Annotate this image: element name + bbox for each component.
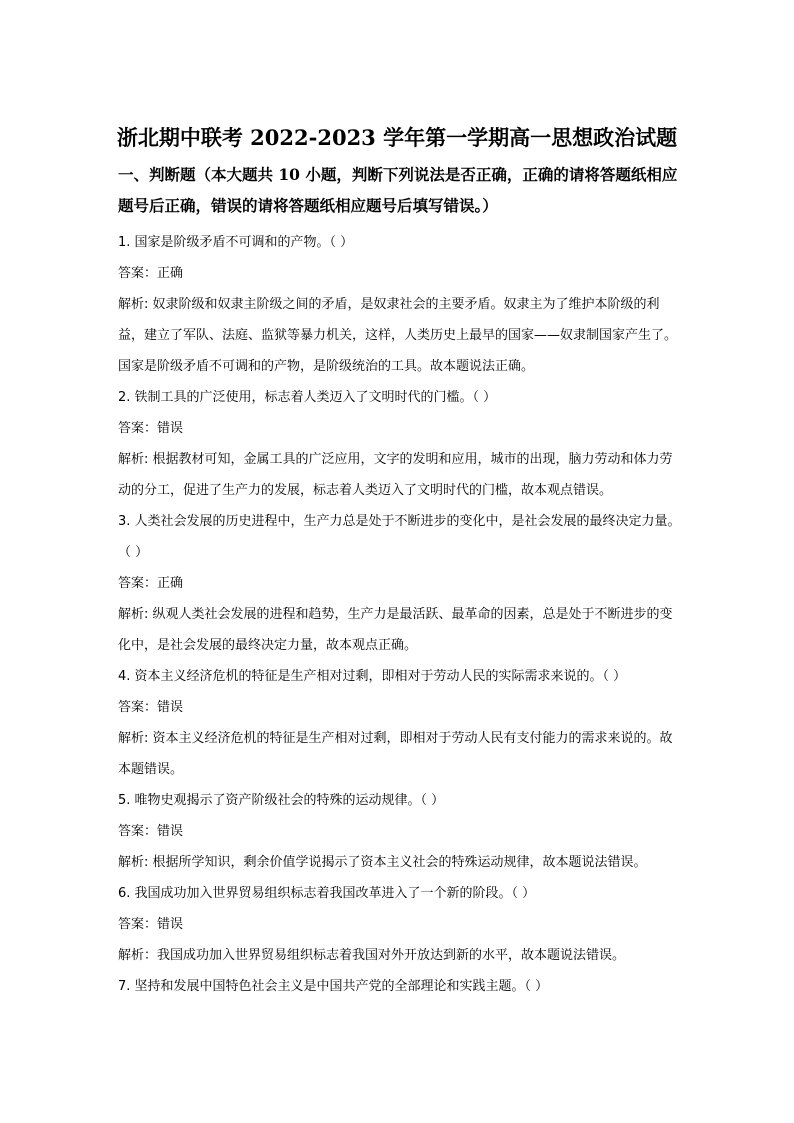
question-4: 4. 资本主义经济危机的特征是生产相对过剩，即相对于劳动人民的实际需求来说的。（ ） bbox=[118, 669, 627, 684]
section-heading: 一、判断题（本大题共 10 小题，判断下列说法是否正确，正确的请将答题纸相应题号后正确，错误的请将答题纸相应题号后填写错误。） bbox=[118, 165, 678, 215]
answer-4: 答案：错误 bbox=[118, 700, 184, 715]
question-2: 2. 铁制工具的广泛使用，标志着人类迈入了文明时代的门槛。（ ） bbox=[118, 390, 497, 405]
answer-3: 答案：正确 bbox=[118, 576, 184, 591]
explanation-5: 解析: 根据所学知识，剩余价值学说揭示了资本主义社会的特殊运动规律，故本题说法错误。 bbox=[118, 855, 647, 870]
question-1: 1. 国家是阶级矛盾不可调和的产物。（ ） bbox=[118, 235, 354, 250]
answer-2: 答案：错误 bbox=[118, 421, 184, 436]
question-5: 5. 唯物史观揭示了资产阶级社会的特殊的运动规律。（ ） bbox=[118, 793, 445, 808]
answer-6: 答案：错误 bbox=[118, 917, 184, 932]
document-title: 浙北期中联考 2022-2023 学年第一学期高一思想政治试题 bbox=[116, 125, 678, 150]
answer-5: 答案：错误 bbox=[118, 824, 184, 839]
explanation-2: 解析: 根据教材可知，金属工具的广泛应用，文字的发明和应用，城市的出现，脑力劳动和体力劳动的分工，促进了生产力的发展，标志着人类迈入了文明时代的门槛，故本观点错误。 bbox=[118, 452, 673, 498]
question-6: 6. 我国成功加入世界贸易组织标志着我国改革进入了一个新的阶段。（ ） bbox=[118, 886, 536, 901]
explanation-6: 解析：我国成功加入世界贸易组织标志着我国对外开放达到新的水平，故本题说法错误。 bbox=[118, 948, 626, 963]
explanation-1: 解析: 奴隶阶级和奴隶主阶级之间的矛盾，是奴隶社会的主要矛盾。奴隶主为了维护本阶级的利益，建立了军队、法庭、监狱等暴力机关，这样，人类历史上最早的国家——奴隶制国家产生了。国家是阶级矛盾不可调和的产物，是阶级统治的工具。故本题说法正确。 bbox=[118, 297, 678, 374]
question-list bbox=[118, 227, 684, 1002]
explanation-3: 解析: 纵观人类社会发展的进程和趋势，生产力是最活跃、最革命的因素，总是处于不断进步的变化中，是社会发展的最终决定力量，故本观点正确。 bbox=[118, 607, 673, 653]
question-7: 7. 坚持和发展中国特色社会主义是中国共产党的全部理论和实践主题。（ ） bbox=[118, 979, 549, 994]
answer-1: 答案：正确 bbox=[118, 266, 184, 281]
question-3: 3. 人类社会发展的历史进程中，生产力总是处于不断进步的变化中，是社会发展的最终决定力量。（ ） bbox=[118, 514, 681, 560]
explanation-4: 解析: 资本主义经济危机的特征是生产相对过剩，即相对于劳动人民有支付能力的需求来说的。故本题错误。 bbox=[118, 731, 673, 777]
